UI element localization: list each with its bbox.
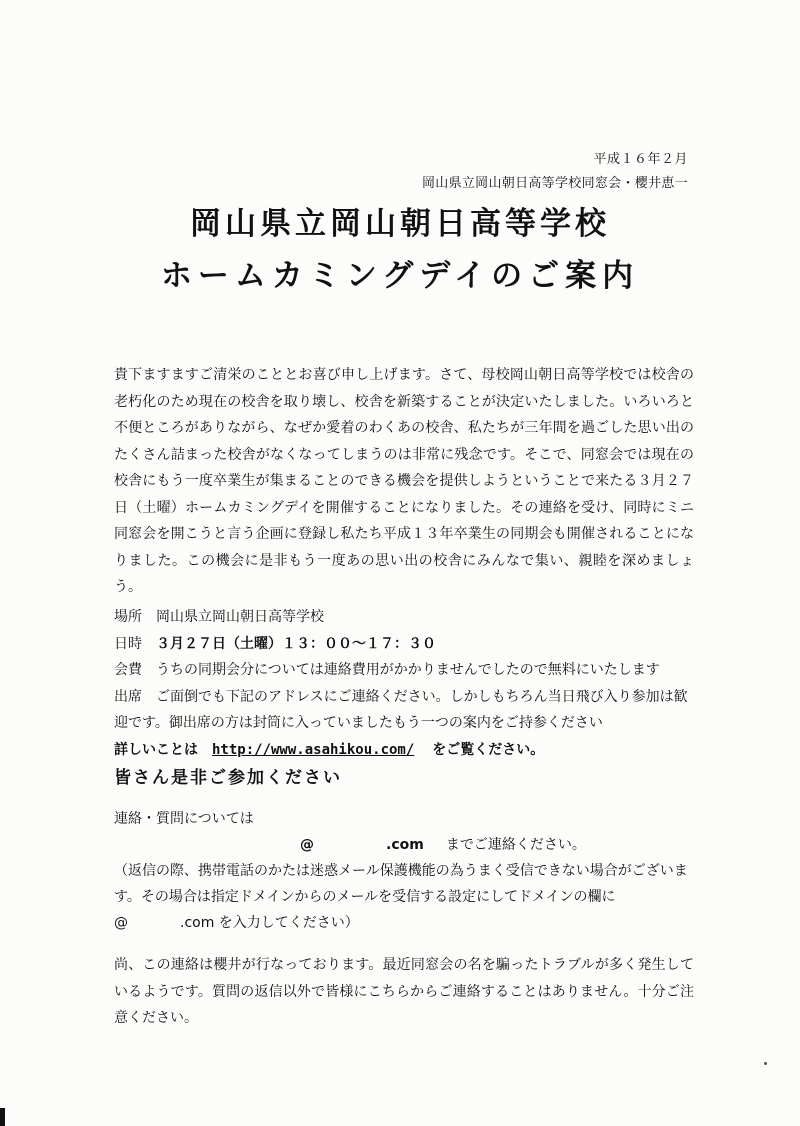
place-label: 場所	[114, 609, 142, 625]
everyone-invite: 皆さん是非ご参加ください	[114, 768, 342, 788]
detail-more-info	[114, 737, 694, 764]
contact-domain: .com	[386, 837, 424, 853]
more-suffix: をご覧ください。	[432, 741, 545, 758]
datetime-value: ３月２７日（土曜）１３：００～１７：３０	[156, 635, 436, 652]
contact-note	[114, 858, 694, 936]
more-prefix: 詳しいことは	[114, 741, 198, 758]
fee-label: 会費	[114, 662, 142, 678]
intro-paragraph: 貴下ますますご清栄のこととお喜び申し上げます。さて、母校岡山朝日高等学校では校舎の老朽化のため現在の校舎を取り壊し、校舎を新築することが決定いたしました。いろいろと不便ところがありながら、なぜか愛着のわくあの校舎、私たちが三年間を過ごした思い出のたくさん詰まった校舎がなくなってしまうのは非常に残念です。そこで、同窓会では現在の校舎にもう一度卒業生が集まることのできる機会を提供しようということで来たる３月２７日（土曜）ホームカミングデイを開催することになりました。その連絡を受け、同時にミニ同窓会を開こうと言う企画に登録し私たち平成１３年卒業生の同期会も開催されることになりました。この機会に是非もう一度あの思い出の校舎にみんなで集い、親睦を深めましょう。	[114, 367, 694, 595]
closing-paragraph: 尚、この連絡は櫻井が行なっております。最近同窓会の名を騙ったトラブルが多く発生しているようです。質問の返信以外で皆様にこちらからご連絡することはありません。十分ご注意ください。	[114, 957, 694, 1026]
datetime-label: 日時	[114, 635, 142, 652]
place-value: 岡山県立岡山朝日高等学校	[156, 609, 324, 625]
contact-section	[114, 806, 694, 936]
scan-edge-mark	[0, 1108, 5, 1126]
contact-tail: までご連絡ください。	[445, 837, 586, 853]
scan-speck	[764, 1062, 767, 1065]
contact-at: @	[300, 837, 314, 853]
title-school: 岡山県立岡山朝日高等学校	[190, 206, 610, 242]
contact-heading: 連絡・質問については	[114, 811, 254, 827]
detail-fee	[114, 657, 694, 684]
fee-value: うちの同期会分については連絡費用がかかりませんでしたので無料にいたします	[156, 662, 660, 678]
detail-attendance	[114, 684, 694, 737]
issue-date: 平成１６年２月	[593, 152, 688, 167]
website-link[interactable]: http://www.asahikou.com/	[212, 741, 415, 758]
attend-label: 出席	[114, 688, 142, 705]
note-at: @	[114, 915, 128, 931]
detail-place	[114, 604, 694, 631]
note-part2: .com を入力してください）	[180, 915, 359, 931]
contact-address	[114, 832, 694, 858]
event-details	[114, 604, 694, 793]
detail-datetime	[114, 631, 694, 658]
author-line: 岡山県立岡山朝日高等学校同窓会・櫻井恵一	[421, 176, 688, 191]
attend-value: ご面倒でも下記のアドレスにご連絡ください。しかしもちろん当日飛び入り参加は歓迎です。御出席の方は封筒に入っていましたもう一つの案内をご持参ください	[114, 688, 688, 731]
title-homecoming: ホームカミングデイのご案内	[160, 258, 640, 294]
note-part1: （返信の際、携帯電話のかたは迷惑メール保護機能の為うまく受信できない場合がございます。その場合は指定ドメインからのメールを受信する設定にしてドメインの欄に	[114, 863, 688, 905]
